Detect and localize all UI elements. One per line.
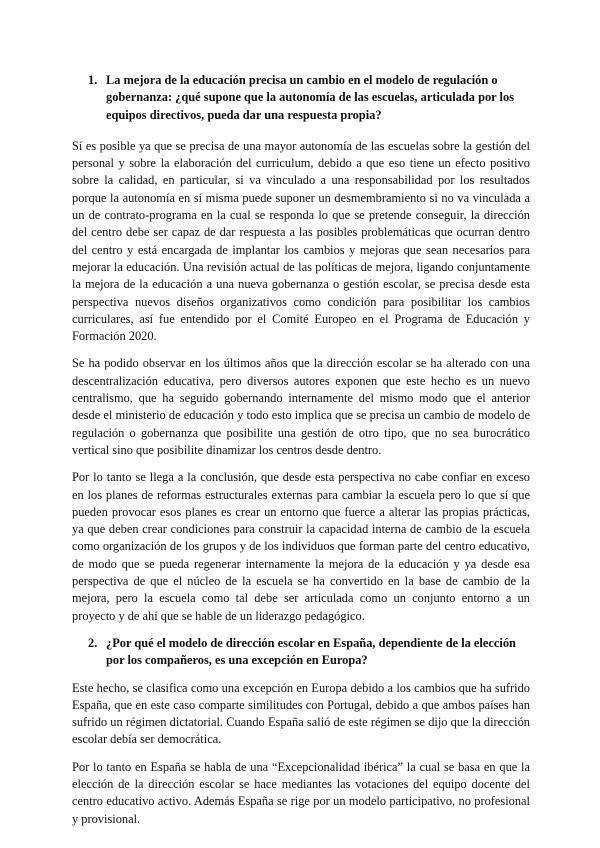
section-2-paragraph-1: Este hecho, se clasifica como una excepción en Europa debido a los cambios que ha sufrido España, que en este caso comparte similitudes con Portugal, debido a que ambos países han sufrido un régimen dictatorial. Cuando España salió de este régimen se dijo que la dirección escolar debía ser democrática. — [72, 680, 530, 747]
section-1-paragraph-3: Por lo tanto se llega a la conclusión, que desde esta perspectiva no cabe confiar en exceso en los planes de reformas estructurales externas para cambiar la escuela pero lo que sí que pueden provocar esos planes es crear un entorno que fuerce a alterar las propias prácticas, ya que deben crear condiciones para construir la capacidad interna de cambio de la escuela como organización de los grupos y de los individuos que forman parte del centro educativo, de modo que se pueda regenerar internamente la mejora de la educación y ya desde esa perspectiva de que el núcleo de la escuela se ha convertido en la base de cambio de la mejora, pero la escuela como tal debe ser articulada como un conjunto entorno a un proyecto y de ahí que se hable de un liderazgo pedagógico. — [72, 470, 530, 623]
section-2-paragraph-2: Por lo tanto en España se habla de una “Excepcionalidad ibérica” la cual se basa en que la elección de la dirección escolar se hace mediantes las votaciones del equipo docente del centro educativo activo. Además España se rige por un modelo participativo, no profesional y provisional. — [72, 759, 530, 826]
section-1-paragraph-2: Se ha podido observar en los últimos años que la dirección escolar se ha alterado con una descentralización educativa, pero diversos autores exponen que este hecho es un nuevo centralismo, que ha seguido gobernando internamente del mismo modo que el anterior desde el ministerio de educación y todo esto implica que se precisa un cambio de modelo de regulación o gobernanza que posibilite una gestión de otro tipo, que no sea burocrático vertical sino que posibilite dinamizar los centros desde dentro. — [72, 356, 530, 457]
section-1-heading — [72, 72, 530, 124]
section-1-title: La mejora de la educación precisa un cambio en el modelo de regulación o gobernanza: ¿qué supone que la autonomía de las escuelas, articulada por los equipos directivos, pueda dar una respuesta propia? — [106, 73, 515, 122]
section-1-number: 1. — [88, 73, 98, 87]
section-2-heading — [72, 635, 530, 670]
section-2-title: ¿Por qué el modelo de dirección escolar en España, dependiente de la elección por los compañeros, es una excepción en Europa? — [106, 635, 516, 668]
section-2-number: 2. — [88, 635, 98, 650]
section-1-paragraph-1: Sí es posible ya que se precisa de una mayor autonomía de las escuelas sobre la gestión del personal y sobre la elaboración del curriculum, debido a que eso tiene un efecto positivo sobre la calidad, en particular, si va vinculado a una responsabilidad por los resultados porque la autonomía en sí misma puede suponer un desmembramiento si no va vinculada a un de contrato-programa en la cual se responda lo que se pretende conseguir, la dirección del centro debe ser capaz de dar respuesta a las posibles problemáticas que ocurran dentro del centro y está encargada de implantar los cambios y mejoras que sean necesarios para mejorar la educación. Una revisión actual de las políticas de mejora, ligando conjuntamente la mejora de la educación a una nueva gobernanza o gestión escolar, se precisa desde esta perspectiva nuevos diseños organizativos como condición para posibilitar los cambios curriculares, así fue entendido por el Comité Europeo en el Programa de Educación y Formación 2020. — [72, 138, 530, 344]
document-page — [72, 72, 530, 838]
